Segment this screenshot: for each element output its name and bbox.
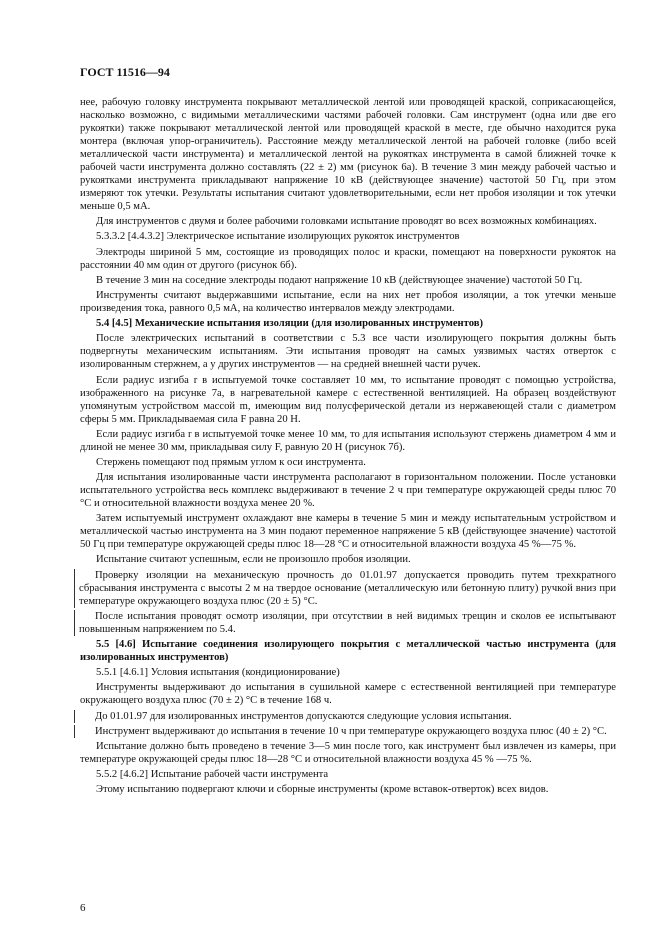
section-heading-5-5-1: 5.5.1 [4.6.1] Условия испытания (кондиционирование) (96, 667, 340, 679)
section-heading-5-4: 5.4 [4.5] Механические испытания изоляции (для изолированных инструментов) (96, 318, 484, 330)
paragraph-passed: Инструменты считают выдержавшими испытание, если на них нет пробоя изоляции, а ток утечки меньше произведения тока, равного 0,5 мА, на количество интервалов между электродами. (80, 289, 616, 314)
paragraph-10h: Инструмент выдерживают до испытания в течение 10 ч при температуре окружающего воздуха плюс (40 ± 2) °С. (74, 725, 616, 738)
standard-header: ГОСТ 11516—94 (80, 65, 170, 79)
paragraph-horizontal: Для испытания изолированные части инструмента располагают в горизонтальном положении. После установки испытательного устройства весь комплекс выдерживают в течение 2 ч при температуре окружающей среды плюс 70 °С и относительной влажности воздуха менее 20 %. (80, 472, 616, 510)
paragraph-continuation: нее, рабочую головку инструмента покрывают металлической лентой или проводящей краской, соприкасающейся, насколько возможно, с видимыми металлическими частями рабочей головки. Сам инструмент (одна или две его рукоятки) также покрывают металлической лентой или проводящей краской в месте, где обычно находится рука монтера (включая упор-ограничитель). Расстояние между металлической лентой на рабочей головке (либо всей металлической части инструмента) и металлической лентой на рукоятках инструмента в самой ближней точке к рабочей части инструмента должно составлять (22 ± 2) мм (рисунок 6а). В течение 3 мин между рабочей частью и рукоятками инструмента прикладывают напряжение 10 кВ (действующее значение) частотой 50 Гц, при этом измеряют ток утечки. Результаты испытания считают удовлетворительными, если нет пробоя изоляции и ток утечки меньше 0,5 мА. (80, 97, 616, 212)
paragraph-conditioning: Инструменты выдерживают до испытания в сушильной камере с естественной вентиляцией при температуре окружающего воздуха плюс (70 ± 2) °С в течение 168 ч. (80, 682, 616, 707)
paragraph-success: Испытание считают успешным, если не произошло пробоя изоляции. (96, 554, 411, 566)
paragraph-radius-10: Если радиус изгиба r в испытуемой точке составляет 10 мм, то испытание проводят с помощью устройства, изображенного на рисунке 7а, в нагревательной камере с естественной вентиляцией. На образец воздействуют упомянутым устройством массой m, имеющим вид полусферической детали из нержавеющей стали с диаметром сферы 5 мм. Прикладываемая сила F равна 20 Н. (80, 374, 616, 425)
paragraph-keys: Этому испытанию подвергают ключи и сборные инструменты (кроме вставок-отверток) всех видов. (96, 784, 549, 796)
paragraph-until-1997: До 01.01.97 для изолированных инструментов допускаются следующие условия испытания. (74, 710, 616, 723)
paragraph-inspection: После испытания проводят осмотр изоляции, при отсутствии в ней видимых трещин и сколов ее испытывают повышенным напряжением по 5.4. (74, 610, 616, 636)
document-body (80, 96, 616, 799)
section-heading-5-3-3-2: 5.3.3.2 [4.4.3.2] Электрическое испытание изолирующих рукояток инструментов (96, 231, 460, 243)
section-heading-5-5-2: 5.5.2 [4.6.2] Испытание рабочей части инструмента (96, 769, 329, 781)
page-number: 6 (80, 902, 86, 914)
paragraph-timing: Испытание должно быть проведено в течение 3—5 мин после того, как инструмент был извлечен из камеры, при температуре окружающей среды плюс 18—28 °С и относительной влажности воздуха 45 % —75 %. (80, 740, 616, 765)
paragraph-cooling: Затем испытуемый инструмент охлаждают вне камеры в течение 5 мин и между испытательным устройством и металлической частью инструмента на 3 мин подают переменное напряжение 5 кВ (действующее значение) частотой 50 Гц при температуре окружающей среды плюс 18—28 °С и относительной влажности воздуха 45 %—75 %. (80, 513, 616, 551)
paragraph-voltage: В течение 3 мин на соседние электроды подают напряжение 10 кВ (действующее значение) частотой 50 Гц. (96, 274, 583, 286)
paragraph-radius-less: Если радиус изгиба r в испытуемой точке менее 10 мм, то для испытания используют стержень диаметром 4 мм и длиной не менее 30 мм, прикладывая силу F, равную 20 Н (рисунок 7б). (80, 428, 616, 453)
paragraph-drop-test: Проверку изоляции на механическую прочность до 01.01.97 допускается проводить путем трехкратного сбрасывания инструмента с высоты 2 м на твердое основание (металлическую или бетонную плиту) ручкой вниз при температуре окружающего воздуха плюс (20 ± 5) °С. (74, 569, 616, 608)
paragraph-combinations: Для инструментов с двумя и более рабочими головками испытание проводят во всех возможных комбинациях. (96, 216, 597, 228)
paragraph-electrodes: Электроды шириной 5 мм, состоящие из проводящих полос и краски, помещают на поверхности рукояток на расстоянии 40 мм один от другого (рисунок 6б). (80, 246, 616, 271)
paragraph-rod: Стержень помещают под прямым углом к оси инструмента. (96, 456, 366, 468)
section-heading-5-5: 5.5 [4.6] Испытание соединения изолирующего покрытия с металлической частью инструмента (для изолированных инструментов) (80, 639, 616, 663)
paragraph-mechanical: После электрических испытаний в соответствии с 5.3 все части изолирующего покрытия должны быть подвергнуты механическим испытаниям. Эти испытания проводят на самых уязвимых частях отверток с изолированным стержнем, а у других инструментов — на средней внешней части ручек. (80, 333, 616, 371)
